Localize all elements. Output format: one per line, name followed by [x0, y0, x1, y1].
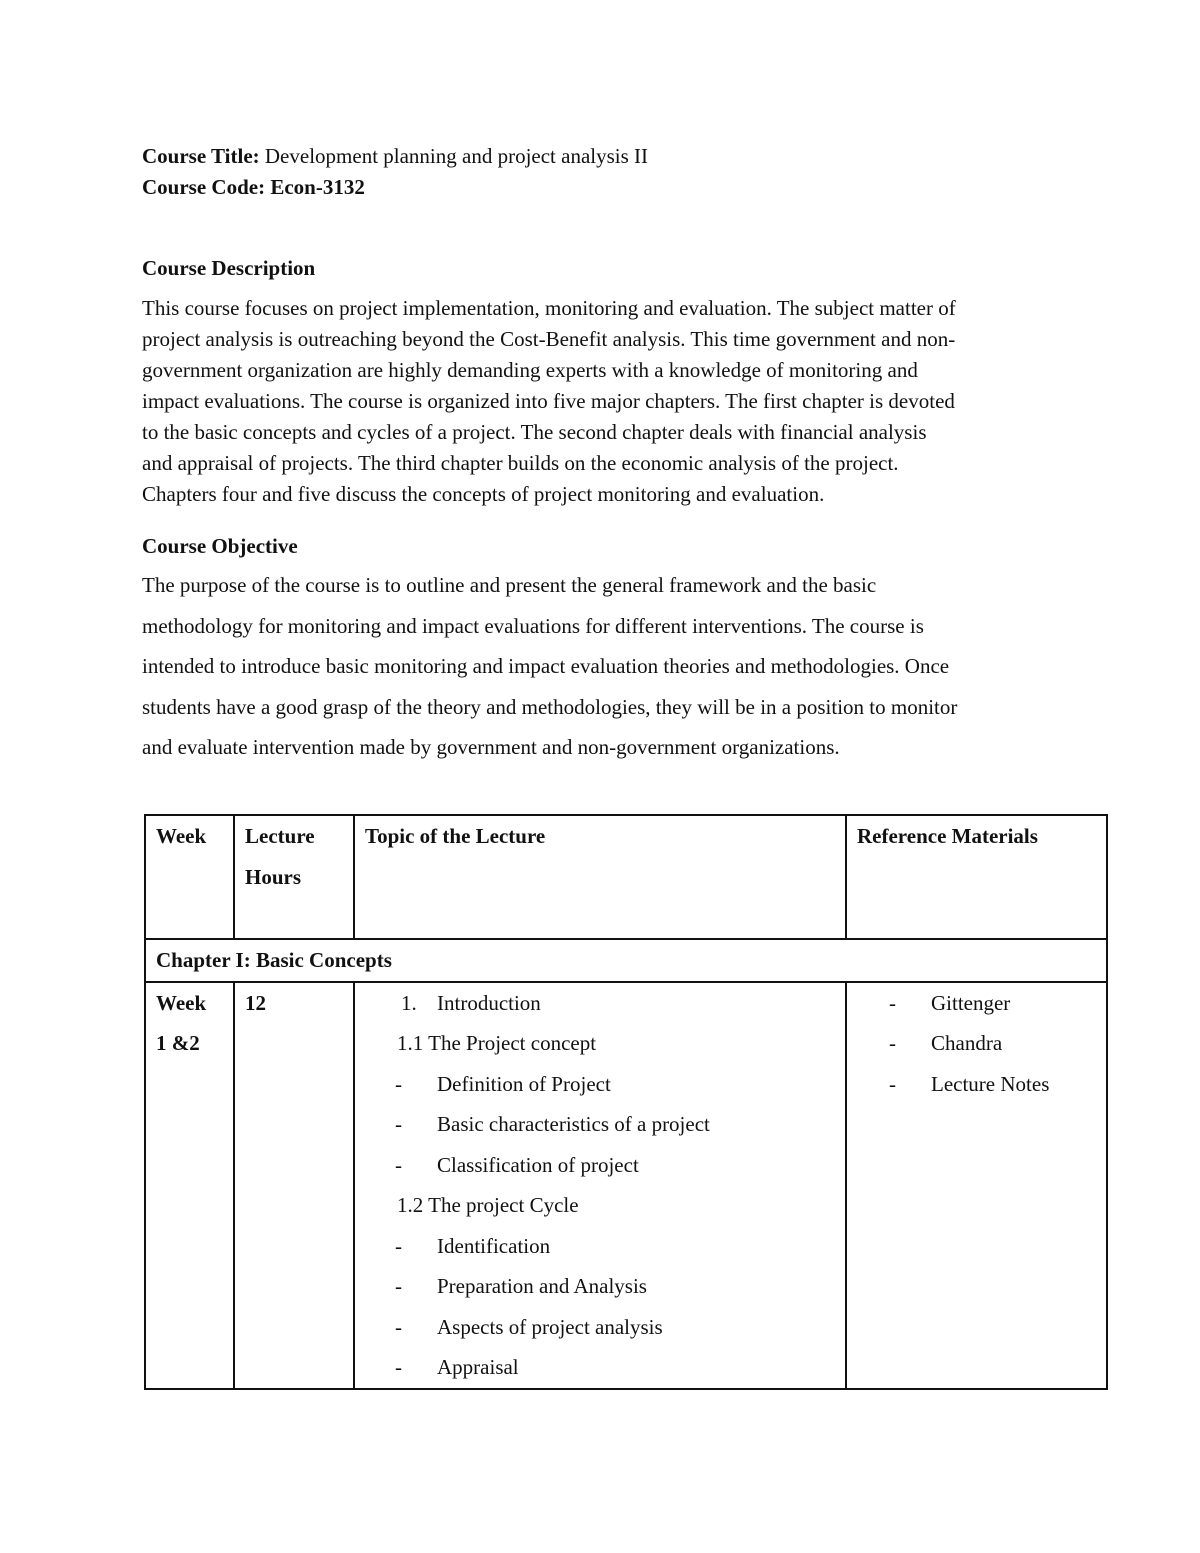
objective-line: and evaluate intervention made by government and non-government organizations.	[142, 735, 840, 759]
list-item: 1. Introduction	[401, 990, 541, 1015]
list-item: - Classification of project	[395, 1152, 639, 1177]
description-line: and appraisal of projects. The third chapter builds on the economic analysis of the project.	[142, 451, 899, 475]
objective-line: students have a good grasp of the theory and methodologies, they will be in a position to monitor	[142, 694, 958, 719]
reference-item: - Chandra	[889, 1031, 1003, 1055]
course-code-line	[142, 174, 365, 200]
header-topic: Topic of the Lecture	[354, 815, 846, 939]
header-week: Week	[145, 815, 234, 939]
table-header-row	[145, 815, 1107, 939]
lecture-schedule-table	[144, 814, 1108, 1390]
header-lecture-hours: Lecture Hours	[234, 815, 354, 939]
course-code: Course Code: Econ-3132	[142, 175, 365, 199]
topic-cell	[354, 982, 846, 1389]
table-row	[145, 982, 1107, 1389]
objective-line: methodology for monitoring and impact evaluations for different interventions. The course is	[142, 613, 924, 638]
references-cell	[846, 982, 1107, 1389]
list-item: - Identification	[395, 1233, 551, 1258]
list-item: - Definition of Project	[395, 1071, 611, 1096]
week-cell: Week 1 &2	[145, 982, 234, 1389]
objective-heading: Course Objective	[142, 534, 298, 558]
chapter-title: Chapter I: Basic Concepts	[145, 939, 1107, 982]
description-line: impact evaluations. The course is organized into five major chapters. The first chapter is devoted	[142, 389, 955, 413]
course-title-line	[142, 143, 648, 169]
description-line: to the basic concepts and cycles of a project. The second chapter deals with financial analysis	[142, 420, 927, 444]
header-references: Reference Materials	[846, 815, 1107, 939]
course-title-label: Course Title:	[142, 144, 260, 168]
reference-item: - Gittenger	[889, 990, 1011, 1015]
chapter-row	[145, 939, 1107, 982]
course-title-value: Development planning and project analysis II	[259, 144, 649, 168]
list-item: - Aspects of project analysis	[395, 1314, 663, 1339]
description-line: government organization are highly demanding experts with a knowledge of monitoring and	[142, 358, 918, 382]
reference-item: - Lecture Notes	[889, 1071, 1050, 1096]
list-item: - Preparation and Analysis	[395, 1274, 647, 1298]
list-item: - Appraisal	[395, 1355, 519, 1379]
list-item: 1.2 The project Cycle	[397, 1193, 579, 1217]
list-item: 1.1 The Project concept	[397, 1031, 597, 1055]
description-line: This course focuses on project implementation, monitoring and evaluation. The subject matter of	[142, 296, 956, 320]
description-paragraph	[142, 293, 1062, 510]
description-line: project analysis is outreaching beyond the Cost-Benefit analysis. This time government and non-	[142, 327, 956, 351]
objective-paragraph	[142, 565, 1062, 768]
objective-line: The purpose of the course is to outline and present the general framework and the basic	[142, 573, 877, 597]
description-heading: Course Description	[142, 256, 316, 280]
objective-line: intended to introduce basic monitoring and impact evaluation theories and methodologies. Once	[142, 654, 950, 678]
list-item: - Basic characteristics of a project	[395, 1112, 710, 1136]
description-line: Chapters four and five discuss the concepts of project monitoring and evaluation.	[142, 482, 825, 506]
hours-cell: 12	[234, 982, 354, 1389]
